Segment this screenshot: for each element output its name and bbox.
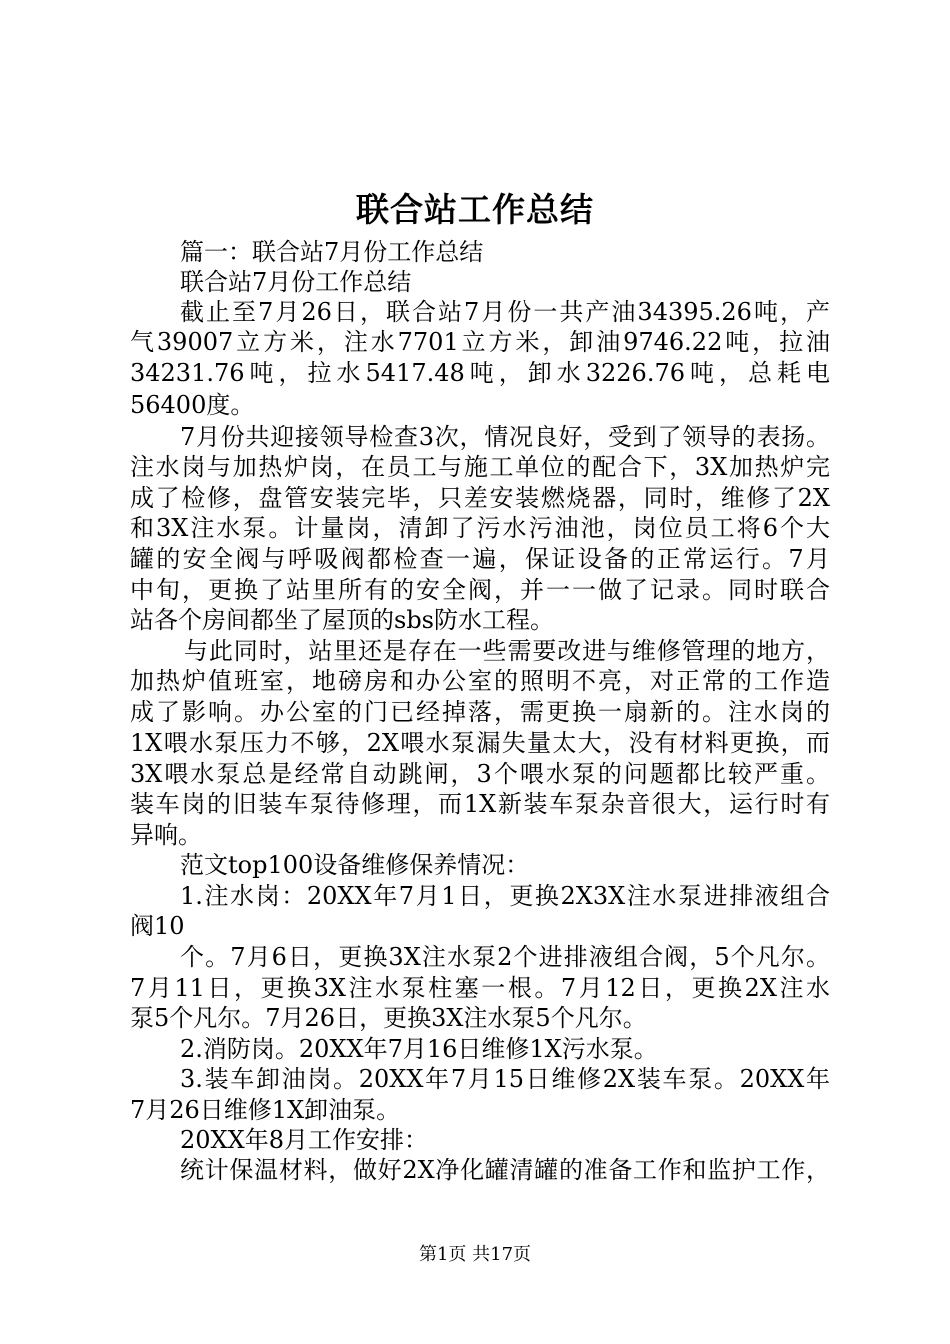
paragraph-line: 56400度。 [130,391,255,419]
paragraph-line: 3X喂水泵总是经常自动跳闸，3个喂水泵的问题都比较严重。 [130,760,830,788]
paragraph-line: 篇一：联合站7月份工作总结 [180,238,484,266]
paragraph-line: 范文top100设备维修保养情况： [180,851,530,879]
paragraph-line: 站各个房间都坐了屋顶的sbs防水工程。 [130,606,554,634]
paragraph-line: 1.注水岗：20XX年7月1日，更换2X3X注水泵进排液组合 [180,882,830,910]
paragraph-line: 与此同时，站里还是存在一些需要改进与维修管理的地方， [184,637,830,665]
paragraph-line: 成了影响。办公室的门已经掉落，需更换一扇新的。注水岗的 [130,698,830,726]
paragraph-line: 联合站7月份工作总结 [180,268,412,296]
paragraph-line: 装车岗的旧装车泵待修理，而1X新装车泵杂音很大，运行时有 [130,790,830,818]
paragraph-line: 20XX年8月工作安排： [180,1126,428,1154]
paragraph-line: 气39007立方米，注水7701立方米，卸油9746.22吨，拉油 [130,328,830,356]
paragraph-line: 注水岗与加热炉岗，在员工与施工单位的配合下，3X加热炉完 [130,453,830,481]
paragraph-line: 成了检修，盘管安装完毕，只差安装燃烧器，同时，维修了2X [130,484,830,512]
paragraph-line: 7月份共迎接领导检查3次，情况良好，受到了领导的表扬。 [180,423,830,451]
paragraph-line: 34231.76吨，拉水5417.48吨，卸水3226.76吨，总耗电 [130,359,830,387]
paragraph-line: 统计保温材料，做好2X净化罐清罐的准备工作和监护工作， [180,1156,830,1184]
paragraph-line: 异响。 [130,821,202,849]
paragraph-line: 泵5个凡尔。7月26日，更换3X注水泵5个凡尔。 [130,1004,647,1032]
paragraph-line: 中旬，更换了站里所有的安全阀，并一一做了记录。同时联合 [130,576,830,604]
paragraph-line: 罐的安全阀与呼吸阀都检查一遍，保证设备的正常运行。7月 [130,545,830,573]
paragraph-line: 7月26日维修1X卸油泵。 [130,1096,401,1124]
paragraph-line: 和3X注水泵。计量岗，清卸了污水污油池，岗位员工将6个大 [130,514,830,542]
paragraph-line: 3.装车卸油岗。20XX年7月15日维修2X装车泵。20XX年 [180,1065,830,1093]
paragraph-line: 截止至7月26日，联合站7月份一共产油34395.26吨，产 [180,298,830,326]
paragraph-line: 阀10 [130,912,185,940]
paragraph-line: 7月11日，更换3X注水泵柱塞一根。7月12日，更换2X注水 [130,974,830,1002]
page-footer: 第1页 共17页 [418,1244,532,1265]
paragraph-line: 1X喂水泵压力不够，2X喂水泵漏失量太大，没有材料更换，而 [130,729,830,757]
document-title: 联合站工作总结 [356,190,594,229]
paragraph-line: 加热炉值班室，地磅房和办公室的照明不亮，对正常的工作造 [130,667,830,695]
paragraph-line: 个。7月6日，更换3X注水泵2个进排液组合阀，5个凡尔。 [180,943,830,971]
paragraph-line: 2.消防岗。20XX年7月16日维修1X污水泵。 [180,1035,658,1063]
